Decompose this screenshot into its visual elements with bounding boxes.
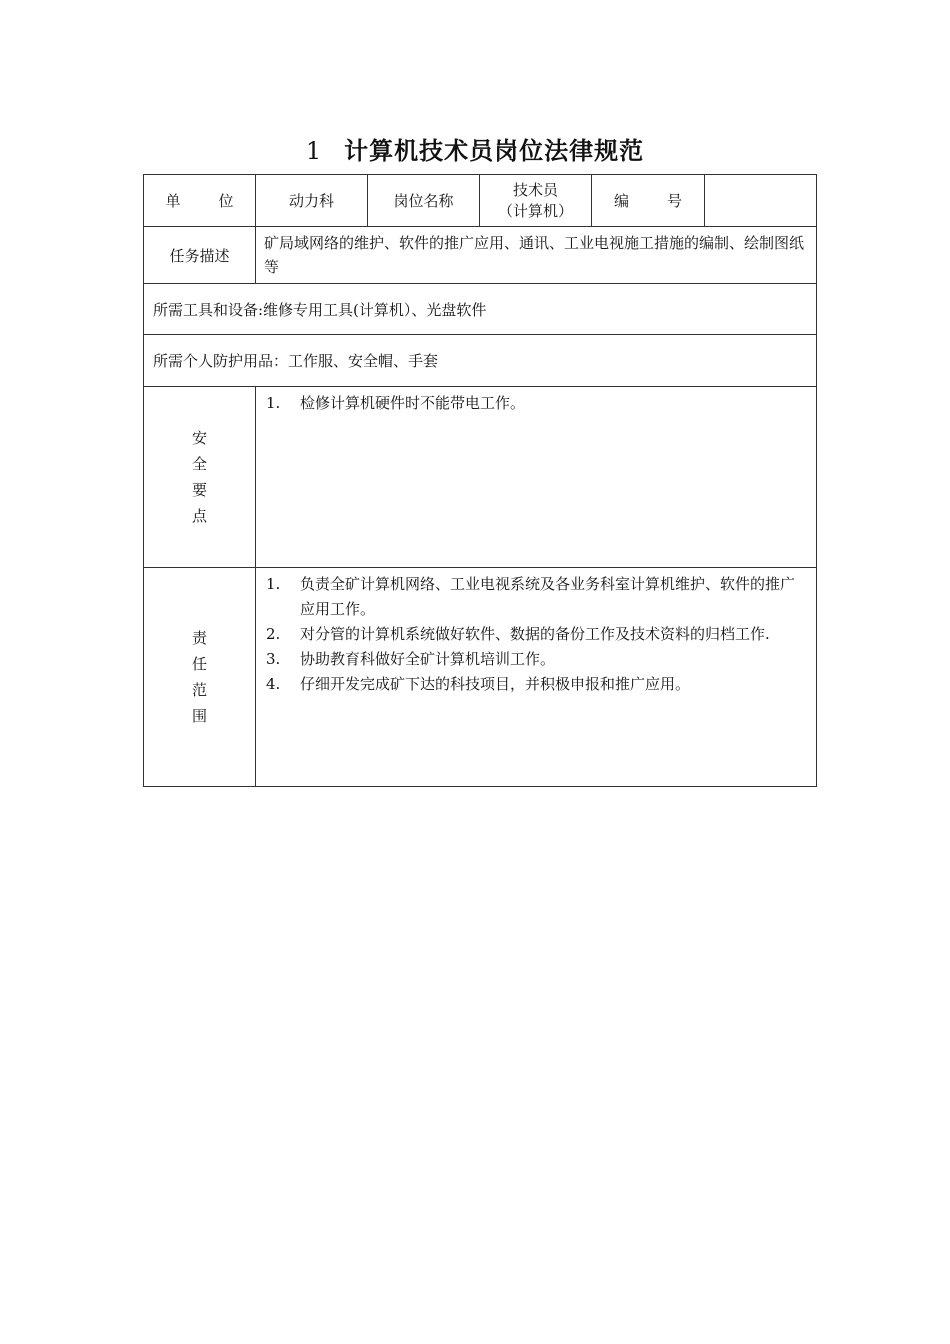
item-text: 对分管的计算机系统做好软件、数据的备份工作及技术资料的归档工作. [300, 625, 770, 643]
position-value-line-2: （计算机） [497, 201, 573, 220]
job-spec-table [143, 174, 817, 787]
list-item [266, 391, 806, 416]
safety-label-char: 要 [191, 481, 207, 499]
unit-label-char-1: 单 [165, 192, 181, 210]
code-value-cell [705, 175, 817, 227]
responsibility-list [256, 568, 816, 697]
safety-label-cell [144, 387, 256, 568]
title-text: 计算机技术员岗位法律规范 [344, 136, 645, 165]
position-value-cell [480, 175, 592, 227]
tools-text: 所需工具和设备:维修专用工具(计算机）、光盘软件 [144, 284, 817, 335]
responsibility-row [144, 568, 817, 787]
unit-label-cell [144, 175, 256, 227]
task-row [144, 227, 817, 284]
list-item [266, 622, 806, 647]
item-number: 1. [266, 575, 281, 593]
unit-label-char-2: 位 [218, 192, 234, 210]
safety-list [256, 387, 816, 416]
header-row [144, 175, 817, 227]
position-value-line-1: 技术员 [512, 180, 558, 199]
title-number: 1 [305, 137, 323, 165]
safety-label-char: 安 [191, 429, 207, 447]
item-text: 协助教育科做好全矿计算机培训工作。 [300, 650, 556, 668]
safety-content-cell [256, 387, 817, 568]
position-label-cell: 岗位名称 [368, 175, 480, 227]
ppe-row [144, 335, 817, 387]
list-item [266, 572, 806, 622]
item-number: 1. [266, 394, 281, 412]
responsibility-label-char: 任 [191, 655, 207, 673]
unit-value-cell: 动力科 [256, 175, 368, 227]
page-title [0, 131, 950, 166]
safety-label-char: 点 [191, 507, 207, 525]
item-text: 仔细开发完成矿下达的科技项目，并积极申报和推广应用。 [300, 675, 691, 693]
safety-label-char: 全 [191, 455, 207, 473]
item-number: 3. [266, 650, 281, 668]
item-text: 检修计算机硬件时不能带电工作。 [300, 394, 526, 412]
responsibility-label-char: 责 [191, 629, 207, 647]
responsibility-label-char: 围 [191, 707, 207, 725]
item-text: 负责全矿计算机网络、工业电视系统及各业务科室计算机维护、软件的推广应用工作。 [300, 575, 796, 618]
code-label-char-2: 号 [667, 192, 683, 210]
task-description: 矿局域网络的维护、软件的推广应用、通讯、工业电视施工措施的编制、绘制图纸等 [256, 227, 817, 284]
list-item [266, 647, 806, 672]
responsibility-label-char: 范 [191, 681, 207, 699]
safety-row [144, 387, 817, 568]
code-label-cell [592, 175, 705, 227]
responsibility-content-cell [256, 568, 817, 787]
item-number: 4. [266, 675, 281, 693]
list-item [266, 672, 806, 697]
item-number: 2. [266, 625, 281, 643]
ppe-text: 所需个人防护用品：工作服、安全帽、手套 [144, 335, 817, 387]
tools-row [144, 284, 817, 335]
responsibility-label-cell [144, 568, 256, 787]
code-label-char-1: 编 [613, 192, 629, 210]
task-label-cell: 任务描述 [144, 227, 256, 284]
